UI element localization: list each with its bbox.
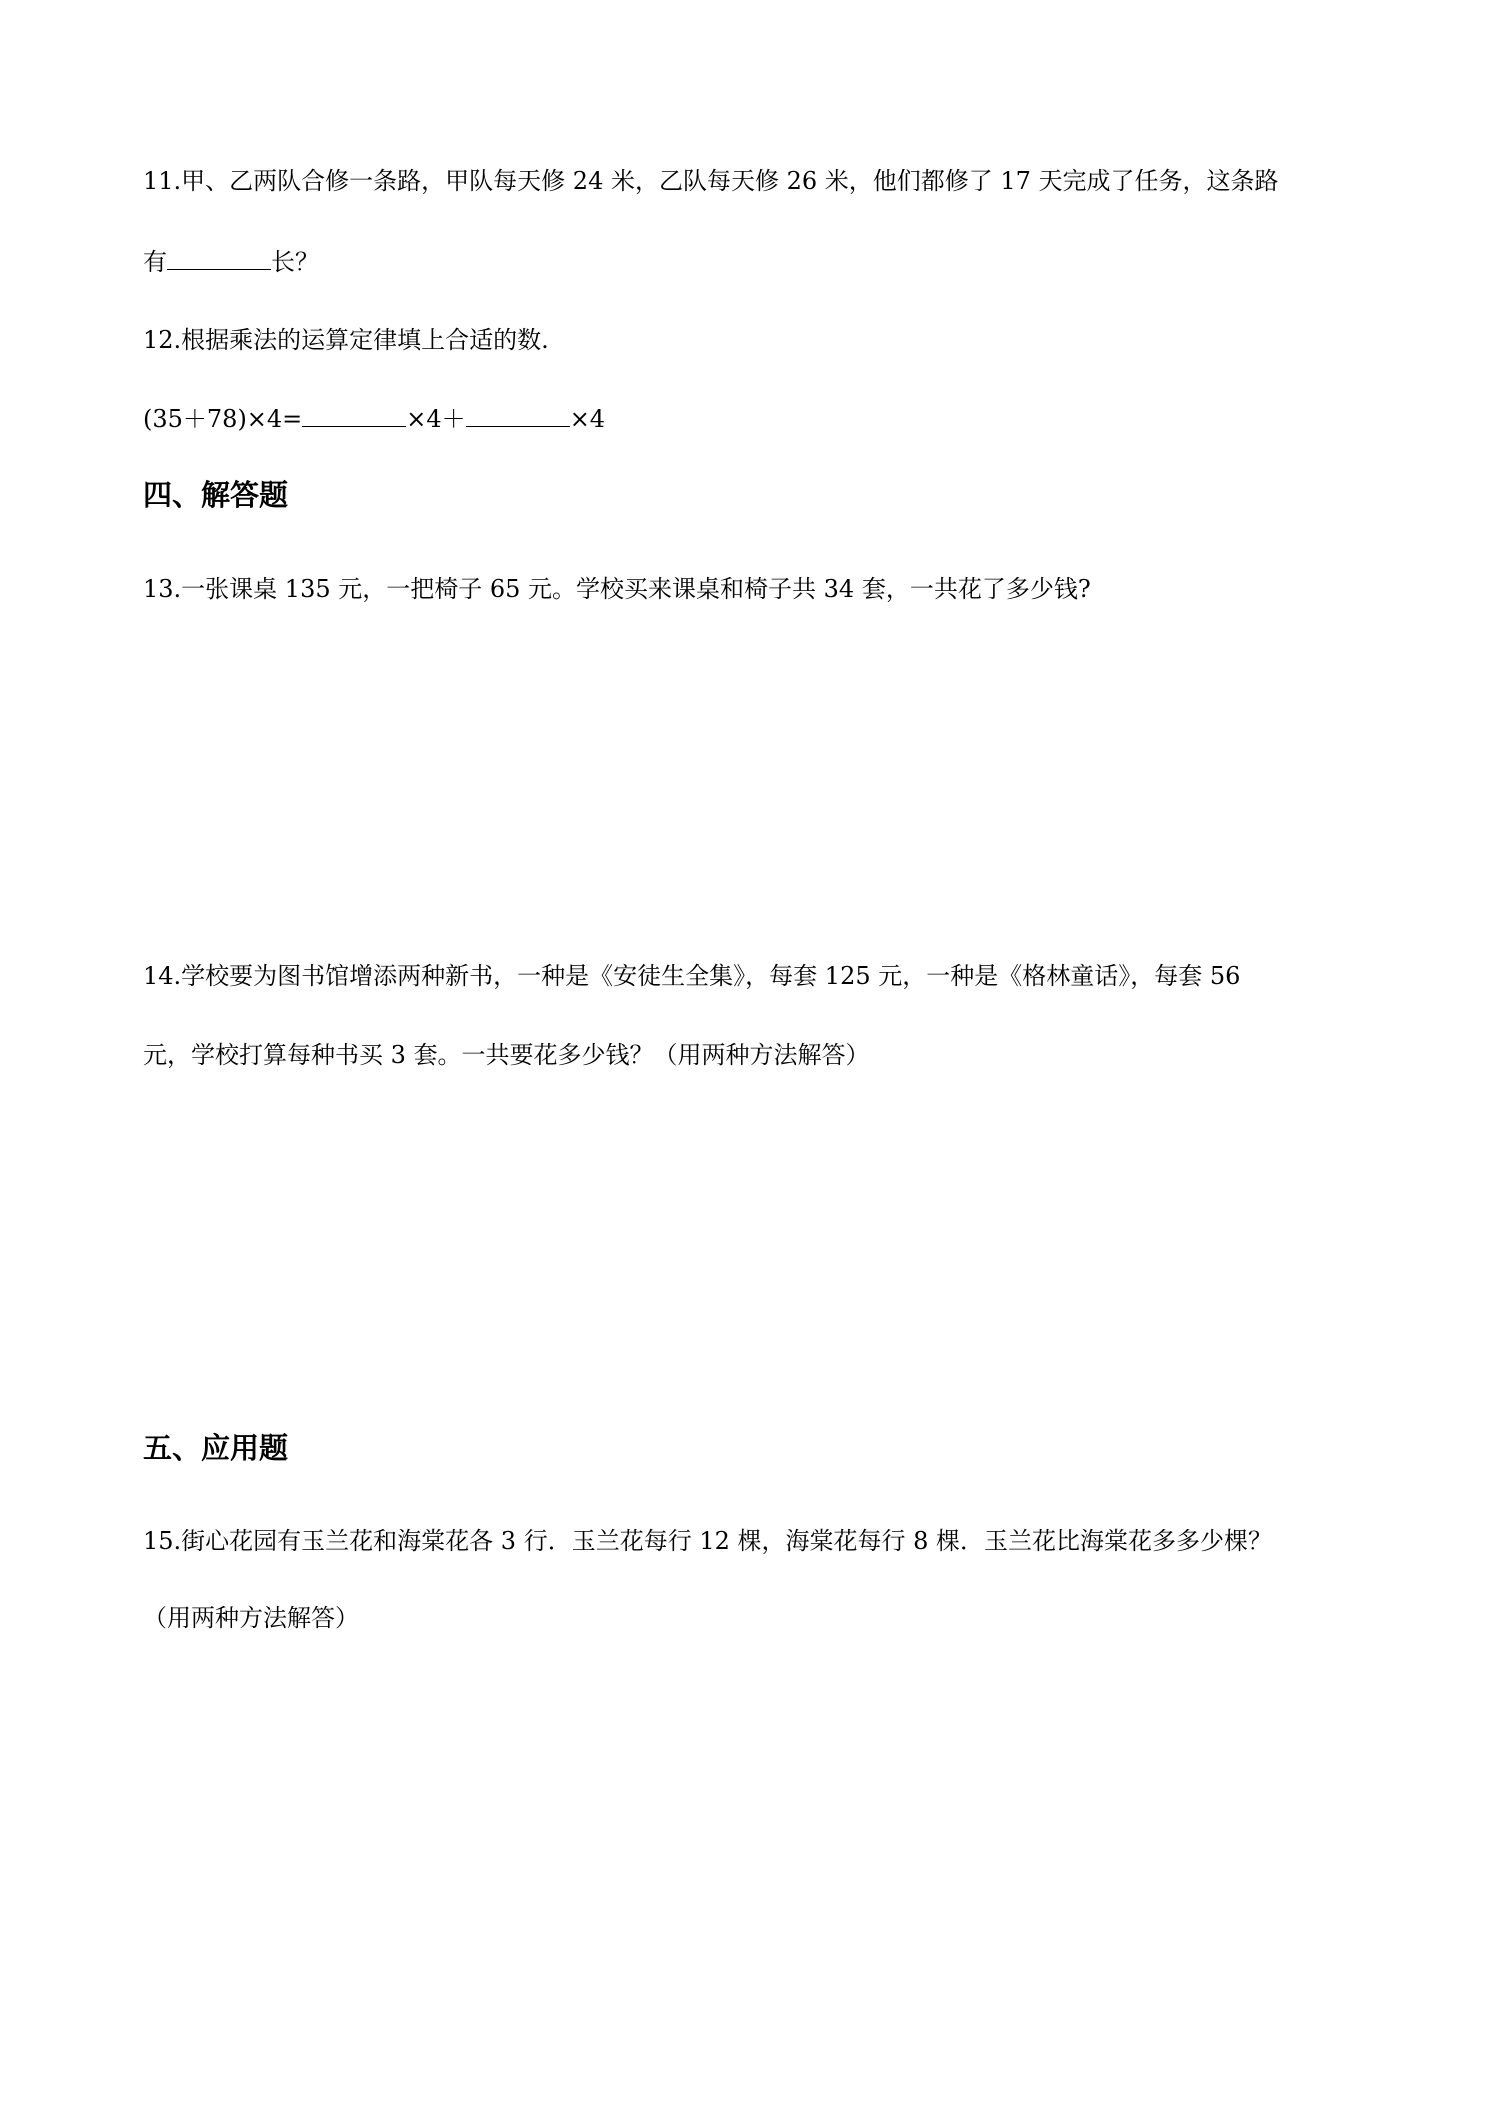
section-5-heading: 五、应用题 [143,1431,289,1465]
q11-prefix: 有 [143,248,167,276]
q14-line-1: 14.学校要为图书馆增添两种新书，一种是《安徒生全集》，每套 125 元，一种是《格林童话》，每套 56 [143,962,1241,990]
section-4-heading: 四、解答题 [143,478,289,512]
q13-text: 13.一张课桌 135 元，一把椅子 65 元。学校买来课桌和椅子共 34 套，一共花了多少钱? [143,575,1091,603]
q11-line-2 [143,243,319,279]
q11-line-1: 11.甲、乙两队合修一条路，甲队每天修 24 米，乙队每天修 26 米，他们都修了 17 天完成了任务，这条路 [143,167,1279,195]
q12-expr-suffix: ×4 [569,405,606,433]
q12-answer-blank-1[interactable] [302,400,406,427]
q15-line-1: 15.街心花园有玉兰花和海棠花各 3 行．玉兰花每行 12 棵，海棠花每行 8 棵．玉兰花比海棠花多多少棵？ [143,1527,1273,1555]
q12-expr-mid: ×4＋ [406,405,466,433]
q12-expression [143,400,605,436]
q15-line-2: （用两种方法解答） [143,1604,359,1632]
q14-line-2: 元，学校打算每种书买 3 套。一共要花多少钱？（用两种方法解答） [143,1041,870,1069]
q11-answer-blank[interactable] [167,243,271,270]
q12-expr-prefix: (35＋78)×4= [143,405,303,433]
q11-suffix: 长？ [271,248,319,276]
q12-stem: 12.根据乘法的运算定律填上合适的数. [143,326,549,354]
q12-answer-blank-2[interactable] [466,400,570,427]
